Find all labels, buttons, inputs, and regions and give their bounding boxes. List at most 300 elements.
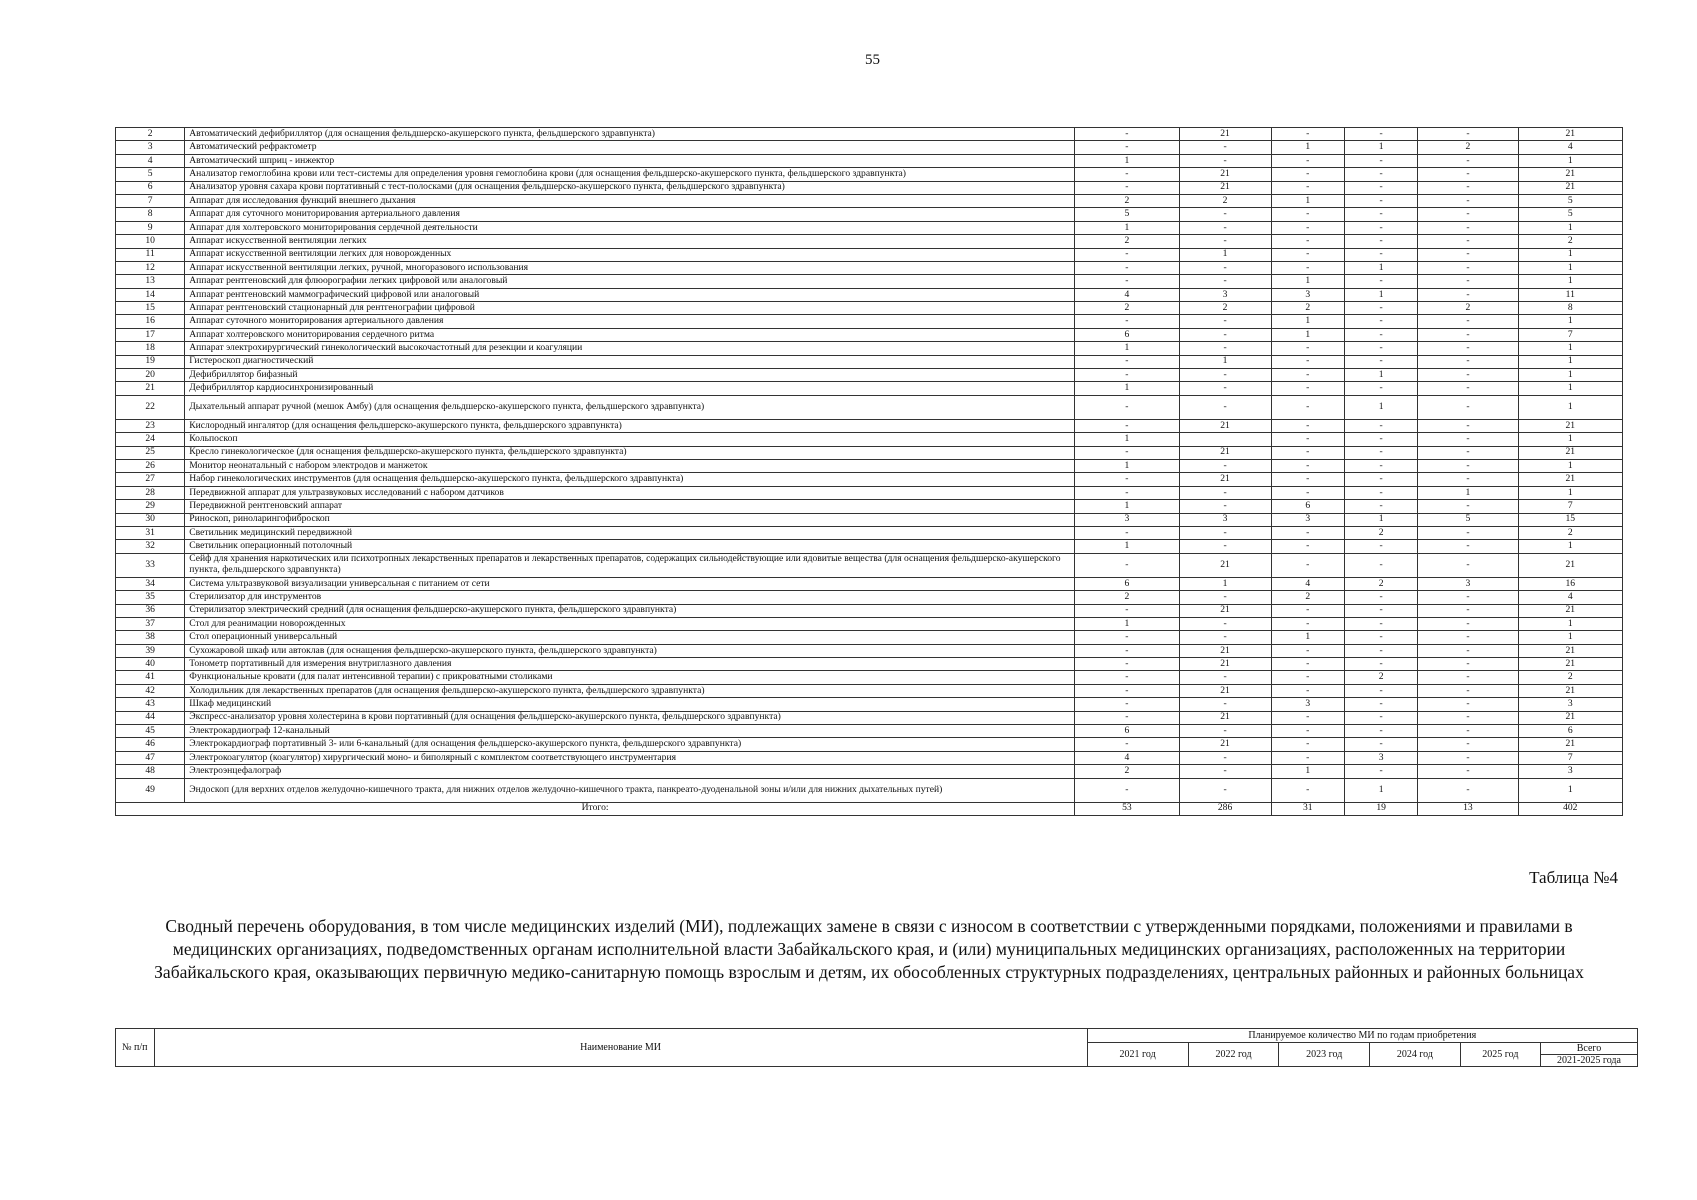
- row-value: -: [1418, 275, 1518, 288]
- table-row: [116, 698, 1623, 711]
- row-number: 39: [116, 644, 185, 657]
- row-name: Аппарат для исследования функций внешнего дыхания: [185, 194, 1075, 207]
- row-value: -: [1271, 738, 1344, 751]
- row-number: 32: [116, 540, 185, 553]
- row-value: 4: [1075, 288, 1179, 301]
- row-number: 22: [116, 395, 185, 419]
- page-number: 55: [865, 52, 880, 68]
- row-value: 4: [1518, 141, 1622, 154]
- row-number: 18: [116, 342, 185, 355]
- row-name: Аппарат искусственной вентиляции легких: [185, 235, 1075, 248]
- table4-heading: Сводный перечень оборудования, в том числе медицинских изделий (МИ), подлежащих замене в связи с износом в соответствии с утвержденными порядками, положениями и правилами в медицинских организациях, подведомственных органам исполнительной власти Забайкальского края, и (или) муниципальных медицинских организациях, расположенных на территории Забайкальского края, оказывающих первичную медико-санитарную помощь взрослым и детям, их обособленных структурных подразделениях, центральных районных и районных больницах: [154, 916, 1584, 983]
- row-value: -: [1179, 235, 1271, 248]
- row-value: -: [1271, 261, 1344, 274]
- table-row: [116, 141, 1623, 154]
- row-value: -: [1075, 315, 1179, 328]
- total-value: 13: [1418, 802, 1518, 815]
- row-value: 15: [1518, 513, 1622, 526]
- row-value: -: [1179, 591, 1271, 604]
- row-value: -: [1344, 342, 1417, 355]
- row-number: 43: [116, 698, 185, 711]
- row-value: -: [1344, 419, 1417, 432]
- row-name: Риноскоп, риноларингофиброскоп: [185, 513, 1075, 526]
- row-value: 7: [1518, 328, 1622, 341]
- row-name: Электрокардиограф портативный 3- или 6-канальный (для оснащения фельдшерско-акушерского пункта, фельдшерского здравпункта): [185, 738, 1075, 751]
- row-value: 1: [1344, 513, 1417, 526]
- row-value: 21: [1518, 181, 1622, 194]
- row-value: 2: [1075, 765, 1179, 778]
- row-value: -: [1075, 248, 1179, 261]
- col-year-2021: 2021 год: [1087, 1043, 1188, 1067]
- row-number: 20: [116, 369, 185, 382]
- table-row: [116, 459, 1623, 472]
- row-name: Эндоскоп (для верхних отделов желудочно-кишечного тракта, для нижних отделов желудочно-кишечного тракта, панкреато-дуоденальной зоны и/или для нижних дыхательных путей): [185, 778, 1075, 802]
- row-name: Монитор неонатальный с набором электродов и манжеток: [185, 459, 1075, 472]
- row-value: -: [1075, 711, 1179, 724]
- table-row: [116, 765, 1623, 778]
- row-value: -: [1271, 446, 1344, 459]
- row-value: -: [1344, 644, 1417, 657]
- col-total-header: [1541, 1043, 1638, 1067]
- row-value: -: [1418, 315, 1518, 328]
- row-name: Передвижной рентгеновский аппарат: [185, 500, 1075, 513]
- col-total-range: 2021-2025 года: [1557, 1055, 1621, 1066]
- row-value: 2: [1418, 302, 1518, 315]
- row-value: 2: [1075, 194, 1179, 207]
- row-value: -: [1179, 315, 1271, 328]
- row-value: -: [1271, 540, 1344, 553]
- table-row: [116, 315, 1623, 328]
- table-row: [116, 235, 1623, 248]
- row-value: 3: [1075, 513, 1179, 526]
- row-value: 6: [1075, 725, 1179, 738]
- table-row: [116, 684, 1623, 697]
- row-value: -: [1179, 395, 1271, 419]
- row-value: 1: [1344, 141, 1417, 154]
- row-value: 2: [1075, 235, 1179, 248]
- row-name: Светильник операционный потолочный: [185, 540, 1075, 553]
- row-value: 21: [1518, 128, 1622, 141]
- row-value: -: [1271, 128, 1344, 141]
- row-value: -: [1075, 446, 1179, 459]
- table-row: [116, 328, 1623, 341]
- row-value: 1: [1518, 486, 1622, 499]
- row-value: 1: [1518, 540, 1622, 553]
- total-value: 31: [1271, 802, 1344, 815]
- row-value: -: [1344, 248, 1417, 261]
- row-value: -: [1344, 221, 1417, 234]
- row-value: -: [1179, 540, 1271, 553]
- row-number: 9: [116, 221, 185, 234]
- row-value: 1: [1271, 765, 1344, 778]
- row-value: -: [1179, 275, 1271, 288]
- row-name: Аппарат для холтеровского мониторирования сердечной деятельности: [185, 221, 1075, 234]
- table-row: [116, 208, 1623, 221]
- row-value: [1179, 433, 1271, 446]
- row-value: -: [1344, 275, 1417, 288]
- row-value: 2: [1518, 671, 1622, 684]
- row-value: 21: [1518, 473, 1622, 486]
- row-value: -: [1344, 500, 1417, 513]
- row-value: -: [1418, 698, 1518, 711]
- row-value: -: [1344, 738, 1417, 751]
- row-number: 29: [116, 500, 185, 513]
- row-name: Аппарат суточного мониторирования артериального давления: [185, 315, 1075, 328]
- table-row: [116, 194, 1623, 207]
- row-value: 4: [1271, 577, 1344, 590]
- total-value: 402: [1518, 802, 1622, 815]
- row-number: 19: [116, 355, 185, 368]
- row-value: 1: [1075, 382, 1179, 395]
- table-row: [116, 500, 1623, 513]
- row-value: -: [1075, 631, 1179, 644]
- row-name: Электрокоагулятор (коагулятор) хирургический моно- и биполярный с комплектом соответствующего инструментария: [185, 751, 1075, 764]
- row-value: 1: [1418, 486, 1518, 499]
- row-value: -: [1271, 342, 1344, 355]
- table-row: [116, 369, 1623, 382]
- row-value: 2: [1518, 235, 1622, 248]
- row-value: -: [1179, 765, 1271, 778]
- row-value: 1: [1518, 261, 1622, 274]
- row-value: -: [1344, 473, 1417, 486]
- table-row: [116, 486, 1623, 499]
- row-value: 21: [1179, 738, 1271, 751]
- row-value: 11: [1518, 288, 1622, 301]
- row-number: 40: [116, 658, 185, 671]
- row-value: 1: [1075, 540, 1179, 553]
- row-value: -: [1418, 617, 1518, 630]
- row-value: -: [1271, 473, 1344, 486]
- row-name: Дефибриллятор кардиосинхронизированный: [185, 382, 1075, 395]
- row-value: -: [1344, 328, 1417, 341]
- table-row: [116, 248, 1623, 261]
- row-name: Электроэнцефалограф: [185, 765, 1075, 778]
- row-value: -: [1418, 369, 1518, 382]
- row-value: -: [1344, 684, 1417, 697]
- row-value: -: [1344, 208, 1417, 221]
- row-value: 3: [1271, 698, 1344, 711]
- row-number: 28: [116, 486, 185, 499]
- row-name: Аппарат искусственной вентиляции легких, ручной, многоразового использования: [185, 261, 1075, 274]
- row-value: -: [1344, 604, 1417, 617]
- row-value: 21: [1518, 553, 1622, 577]
- row-number: 26: [116, 459, 185, 472]
- row-number: 36: [116, 604, 185, 617]
- row-number: 14: [116, 288, 185, 301]
- row-value: -: [1271, 725, 1344, 738]
- row-value: -: [1179, 751, 1271, 764]
- row-value: 1: [1518, 315, 1622, 328]
- table-row: [116, 473, 1623, 486]
- row-name: Холодильник для лекарственных препаратов (для оснащения фельдшерско-акушерского пункта, фельдшерского здравпункта): [185, 684, 1075, 697]
- row-number: 31: [116, 526, 185, 539]
- row-value: 2: [1271, 591, 1344, 604]
- row-value: -: [1179, 725, 1271, 738]
- row-value: 1: [1518, 355, 1622, 368]
- table-row: [116, 751, 1623, 764]
- row-value: 1: [1075, 500, 1179, 513]
- row-value: -: [1418, 288, 1518, 301]
- row-value: -: [1418, 261, 1518, 274]
- row-value: -: [1344, 302, 1417, 315]
- row-value: 1: [1518, 778, 1622, 802]
- row-value: -: [1344, 698, 1417, 711]
- row-name: Аппарат холтеровского мониторирования сердечного ритма: [185, 328, 1075, 341]
- row-value: 4: [1075, 751, 1179, 764]
- row-name: Набор гинекологических инструментов (для оснащения фельдшерско-акушерского пункта, фельдшерского здравпункта): [185, 473, 1075, 486]
- row-value: 2: [1344, 526, 1417, 539]
- row-value: 2: [1271, 302, 1344, 315]
- row-number: 24: [116, 433, 185, 446]
- col-number-header: № п/п: [116, 1029, 155, 1067]
- row-value: -: [1075, 684, 1179, 697]
- row-name: Сухожаровой шкаф или автоклав (для оснащения фельдшерско-акушерского пункта, фельдшерского здравпункта): [185, 644, 1075, 657]
- row-value: -: [1075, 261, 1179, 274]
- row-value: -: [1418, 765, 1518, 778]
- row-value: -: [1418, 154, 1518, 167]
- row-value: -: [1271, 644, 1344, 657]
- row-value: 3: [1418, 577, 1518, 590]
- row-value: -: [1271, 711, 1344, 724]
- row-value: 1: [1271, 194, 1344, 207]
- table-row: [116, 168, 1623, 181]
- row-value: -: [1344, 486, 1417, 499]
- row-value: -: [1344, 433, 1417, 446]
- row-number: 41: [116, 671, 185, 684]
- row-number: 8: [116, 208, 185, 221]
- row-value: 2: [1344, 671, 1417, 684]
- row-value: -: [1344, 540, 1417, 553]
- row-value: -: [1418, 382, 1518, 395]
- row-value: -: [1418, 395, 1518, 419]
- row-number: 23: [116, 419, 185, 432]
- row-value: 1: [1518, 369, 1622, 382]
- row-value: 21: [1518, 168, 1622, 181]
- row-value: -: [1271, 208, 1344, 221]
- row-value: -: [1344, 459, 1417, 472]
- row-value: -: [1344, 553, 1417, 577]
- row-value: 21: [1518, 446, 1622, 459]
- row-value: -: [1179, 261, 1271, 274]
- row-name: Автоматический дефибриллятор (для оснащения фельдшерско-акушерского пункта, фельдшерского здравпункта): [185, 128, 1075, 141]
- total-label: Итого:: [116, 802, 1075, 815]
- row-value: -: [1179, 154, 1271, 167]
- table-row: [116, 540, 1623, 553]
- col-year-2022: 2022 год: [1188, 1043, 1279, 1067]
- row-value: 7: [1518, 751, 1622, 764]
- table-row: [116, 382, 1623, 395]
- row-name: Электрокардиограф 12-канальный: [185, 725, 1075, 738]
- row-value: 3: [1271, 288, 1344, 301]
- row-value: -: [1418, 355, 1518, 368]
- row-value: 21: [1179, 181, 1271, 194]
- row-value: -: [1344, 631, 1417, 644]
- row-value: 21: [1179, 419, 1271, 432]
- row-value: -: [1418, 181, 1518, 194]
- row-value: -: [1418, 419, 1518, 432]
- row-value: -: [1271, 433, 1344, 446]
- row-name: Аппарат рентгеновский для флюорографии легких цифровой или аналоговый: [185, 275, 1075, 288]
- row-name: Аппарат рентгеновский маммографический цифровой или аналоговый: [185, 288, 1075, 301]
- row-value: 21: [1518, 684, 1622, 697]
- row-value: -: [1075, 553, 1179, 577]
- row-value: -: [1418, 751, 1518, 764]
- table-row: [116, 128, 1623, 141]
- table-row: [116, 671, 1623, 684]
- row-value: 3: [1518, 765, 1622, 778]
- row-number: 16: [116, 315, 185, 328]
- row-value: -: [1344, 658, 1417, 671]
- row-value: 4: [1518, 591, 1622, 604]
- row-value: 5: [1418, 513, 1518, 526]
- row-value: -: [1271, 486, 1344, 499]
- row-value: 1: [1518, 617, 1622, 630]
- row-value: -: [1075, 419, 1179, 432]
- row-value: -: [1418, 473, 1518, 486]
- row-value: -: [1075, 275, 1179, 288]
- row-value: -: [1271, 658, 1344, 671]
- row-value: 21: [1179, 604, 1271, 617]
- row-value: -: [1344, 617, 1417, 630]
- row-value: 21: [1179, 473, 1271, 486]
- row-value: 1: [1271, 328, 1344, 341]
- row-number: 38: [116, 631, 185, 644]
- row-value: 2: [1518, 526, 1622, 539]
- row-number: 44: [116, 711, 185, 724]
- row-name: Анализатор уровня сахара крови портативный с тест-полосками (для оснащения фельдшерско-акушерского пункта, фельдшерского здравпункта): [185, 181, 1075, 194]
- row-number: 46: [116, 738, 185, 751]
- row-value: -: [1075, 738, 1179, 751]
- row-name: Аппарат искусственной вентиляции легких для новорожденных: [185, 248, 1075, 261]
- row-value: -: [1344, 194, 1417, 207]
- table-row: [116, 446, 1623, 459]
- row-number: 30: [116, 513, 185, 526]
- row-value: -: [1418, 433, 1518, 446]
- row-number: 47: [116, 751, 185, 764]
- row-number: 13: [116, 275, 185, 288]
- row-number: 6: [116, 181, 185, 194]
- row-value: -: [1075, 486, 1179, 499]
- row-value: -: [1179, 698, 1271, 711]
- row-value: 21: [1518, 419, 1622, 432]
- row-number: 3: [116, 141, 185, 154]
- table-row: [116, 302, 1623, 315]
- row-value: -: [1075, 658, 1179, 671]
- row-value: 21: [1179, 684, 1271, 697]
- row-value: 21: [1518, 738, 1622, 751]
- table-row: [116, 419, 1623, 432]
- table-row: [116, 658, 1623, 671]
- row-value: -: [1271, 355, 1344, 368]
- row-value: -: [1344, 128, 1417, 141]
- equipment-table: [115, 127, 1623, 816]
- row-value: 21: [1518, 658, 1622, 671]
- row-number: 17: [116, 328, 185, 341]
- row-value: 1: [1271, 141, 1344, 154]
- row-number: 5: [116, 168, 185, 181]
- row-value: -: [1418, 500, 1518, 513]
- row-value: 1: [1179, 248, 1271, 261]
- row-value: -: [1179, 208, 1271, 221]
- row-value: 6: [1518, 725, 1622, 738]
- row-value: -: [1344, 765, 1417, 778]
- total-value: 286: [1179, 802, 1271, 815]
- row-value: 1: [1271, 275, 1344, 288]
- row-value: 1: [1075, 459, 1179, 472]
- row-value: 21: [1179, 128, 1271, 141]
- row-value: -: [1271, 617, 1344, 630]
- row-value: -: [1075, 141, 1179, 154]
- row-value: -: [1271, 459, 1344, 472]
- row-value: -: [1418, 342, 1518, 355]
- table-row: [116, 513, 1623, 526]
- row-value: 1: [1271, 631, 1344, 644]
- table-row: [116, 261, 1623, 274]
- row-value: 21: [1179, 553, 1271, 577]
- table-row: [116, 181, 1623, 194]
- row-value: -: [1418, 248, 1518, 261]
- row-number: 25: [116, 446, 185, 459]
- row-value: 1: [1075, 221, 1179, 234]
- row-value: 3: [1179, 513, 1271, 526]
- col-total-label: Всего: [1541, 1043, 1637, 1055]
- table-row: [116, 221, 1623, 234]
- row-value: 6: [1075, 577, 1179, 590]
- row-value: 1: [1179, 355, 1271, 368]
- row-value: -: [1179, 526, 1271, 539]
- row-value: -: [1271, 235, 1344, 248]
- row-value: -: [1271, 604, 1344, 617]
- row-name: Экспресс-анализатор уровня холестерина в крови портативный (для оснащения фельдшерско-акушерского пункта, фельдшерского здравпункта): [185, 711, 1075, 724]
- row-value: -: [1418, 604, 1518, 617]
- row-name: Аппарат рентгеновский стационарный для рентгенографии цифровой: [185, 302, 1075, 315]
- row-value: -: [1271, 671, 1344, 684]
- row-value: -: [1075, 128, 1179, 141]
- row-value: -: [1418, 540, 1518, 553]
- row-number: 35: [116, 591, 185, 604]
- row-value: -: [1418, 446, 1518, 459]
- table-caption: Таблица №4: [1529, 868, 1618, 887]
- row-value: 7: [1518, 500, 1622, 513]
- row-value: -: [1418, 631, 1518, 644]
- row-number: 10: [116, 235, 185, 248]
- row-value: -: [1418, 459, 1518, 472]
- table-row: [116, 154, 1623, 167]
- row-value: -: [1271, 168, 1344, 181]
- row-value: 1: [1344, 395, 1417, 419]
- row-value: 5: [1075, 208, 1179, 221]
- row-value: -: [1075, 778, 1179, 802]
- row-value: -: [1418, 778, 1518, 802]
- table-row: [116, 275, 1623, 288]
- row-value: 3: [1344, 751, 1417, 764]
- row-value: -: [1344, 446, 1417, 459]
- row-name: Аппарат электрохирургический гинекологический высокочастотный для резекции и коагуляции: [185, 342, 1075, 355]
- row-value: -: [1179, 382, 1271, 395]
- row-name: Передвижной аппарат для ультразвуковых исследований с набором датчиков: [185, 486, 1075, 499]
- row-value: -: [1344, 711, 1417, 724]
- row-value: 2: [1179, 302, 1271, 315]
- table-row: [116, 738, 1623, 751]
- row-value: -: [1418, 328, 1518, 341]
- row-number: 27: [116, 473, 185, 486]
- row-number: 2: [116, 128, 185, 141]
- row-value: 6: [1271, 500, 1344, 513]
- row-value: -: [1271, 221, 1344, 234]
- row-value: -: [1418, 128, 1518, 141]
- row-value: -: [1418, 658, 1518, 671]
- row-value: -: [1179, 342, 1271, 355]
